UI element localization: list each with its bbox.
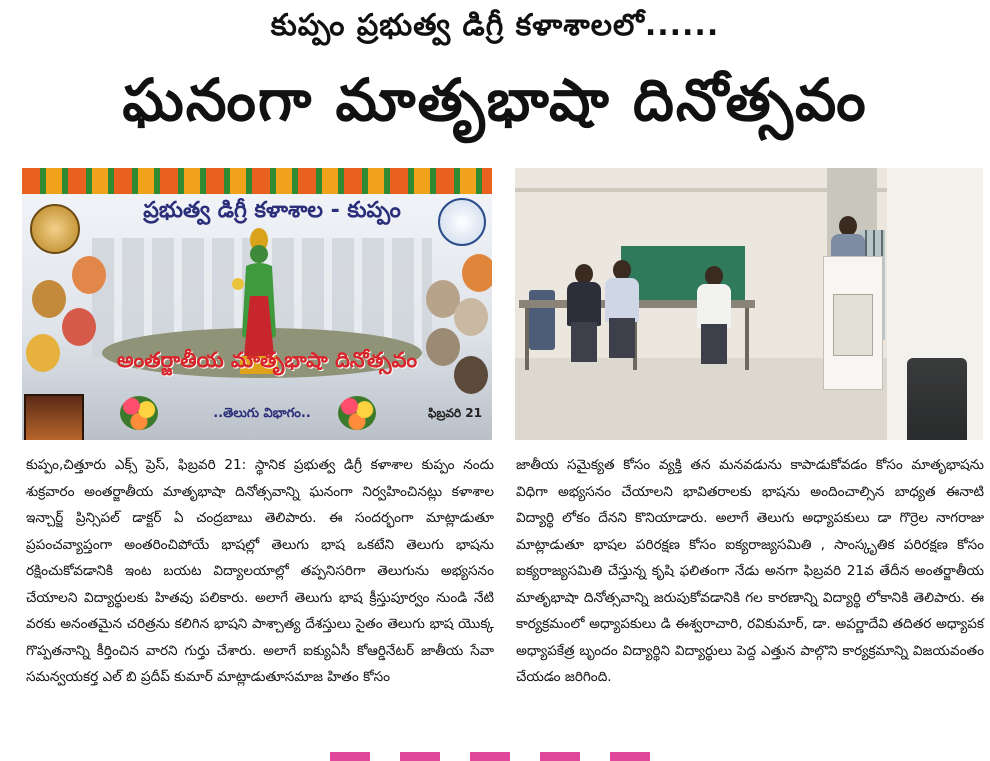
headline: ఘనంగా మాతృభాషా దినోత్సవం [122,66,868,134]
table-leg [525,308,529,370]
banner-department: ..తెలుగు విభాగం.. [213,406,311,421]
next-headline-fragment [330,752,660,761]
article-column-right: జాతీయ సమైక్యత కోసం వ్యక్తి తన మనవడును కాపాడుకోవడం కోసం మాతృభాషను విధిగా అభ్యసనం చేయాలని భావితరాలకు భాషను అందించాల్సిన బాధ్యత ఈనాటి విద్యార్థి లోకం దేనని కొనియాడారు. అలాగే తెలుగు అధ్యాపకులు డా గొర్రెల నాగరాజు మాట్లాడుతూ భాషల పరిరక్షణ కోసం ఐక్యరాజ్యసమితి , సాంస్కృతిక పరిరక్షణ కోసం ఐక్యరాజ్యసమితి చేస్తున్న కృషి ఫలితంగా నేడు అనగా ఫిబ్రవరి 21వ తేదీన అంతర్జాతీయ మాతృభాషా దినోత్సవాన్ని జరుపుకోవడానికి గల కారణాన్ని విద్యార్థి లోకానికి తెలిపారు. ఈ కార్యక్రమంలో అధ్యాపకులు డి ఈశ్వరాచారి, రవికుమార్, డా. అపర్ణాదేవి తదితర అధ్యాపక అధ్యాపకేత్ర బృందం విద్యార్థిని విద్యార్థులు పెద్ద ఎత్తున పాల్గొని కార్యక్రమాన్ని విజయవంతం చేయడం జరిగింది. [516,457,984,685]
chair [907,358,967,440]
event-photo [515,168,983,440]
chair [529,290,555,350]
poet-portrait-icon [32,280,66,318]
flower-bouquet-icon [120,396,158,430]
marigold-garland [22,168,492,194]
table-leg [745,308,749,370]
banner-date: ఫిబ్రవరి 21 [427,406,482,420]
article-column-left: కుప్పం,చిత్తూరు ఎక్స్ ప్రెస్, ఫిబ్రవరి 21: స్థానిక ప్రభుత్వ డిగ్రీ కళాశాల కుప్పం నందు శుక్రవారం అంతర్జాతీయ మాతృభాషా దినోత్సవాన్ని ఘనంగా నిర్వహించినట్లు కళాశాల ఇన్చార్జ్ ప్రిన్సిపల్ డాక్టర్ ఏ చంద్రబాబు తెలిపారు. ఈ సందర్భంగా మాట్లాడుతూ ప్రపంచవ్యాప్తంగా అంతరించిపోయే భాషల్లో తెలుగు భాష ఒకటేని తెలుగు భాషను రక్షించుకోవడానికి ఇంట బయట విద్యాలయాల్లో తప్పనిసరిగా తెలుగును అభ్యసనం చేయాలని విద్యార్థులకు హితవు పలికారు. అలాగే తెలుగు భాష క్రీస్తుపూర్వం నుండి నేటి వరకు అనంతమైన చరిత్రను కలిగిన భాషని పాశ్చాత్య దేశస్తులు సైతం తెలుగు భాష యొక్క గొప్పతనాన్ని కీర్తించిన వారని గుర్తు చేశారు. అలాగే ఐక్యుఏసీ కోఆర్డినేటర్ జాతీయ సేవా సమన్వయకర్త ఎల్ బి ప్రదీప్ కుమార్ మాట్లాడుతూసమాజ హితం కోసం [26,457,494,685]
banner-title: ప్రభుత్వ డిగ్రీ కళాశాల - కుప్పం [143,198,401,223]
stage-photo-thumbnail [24,394,84,440]
flower-bouquet-icon [338,396,376,430]
poet-portrait-icon [454,298,488,336]
poet-portrait-icon [62,308,96,346]
banner-subtitle: అంతర్జాతీయ మాతృభాషా దినోత్సవం [116,348,418,372]
poet-portrait-icon [462,254,492,292]
headline-kicker: కుప్పం ప్రభుత్వ డిగ్రీ కళాశాలలో...... [270,8,720,43]
event-banner-image [22,168,492,440]
college-logo-icon [438,198,486,246]
podium-nameplate [833,294,873,356]
poet-portrait-icon [26,334,60,372]
saraswati-emblem-icon [30,204,80,254]
poet-portrait-icon [72,256,106,294]
